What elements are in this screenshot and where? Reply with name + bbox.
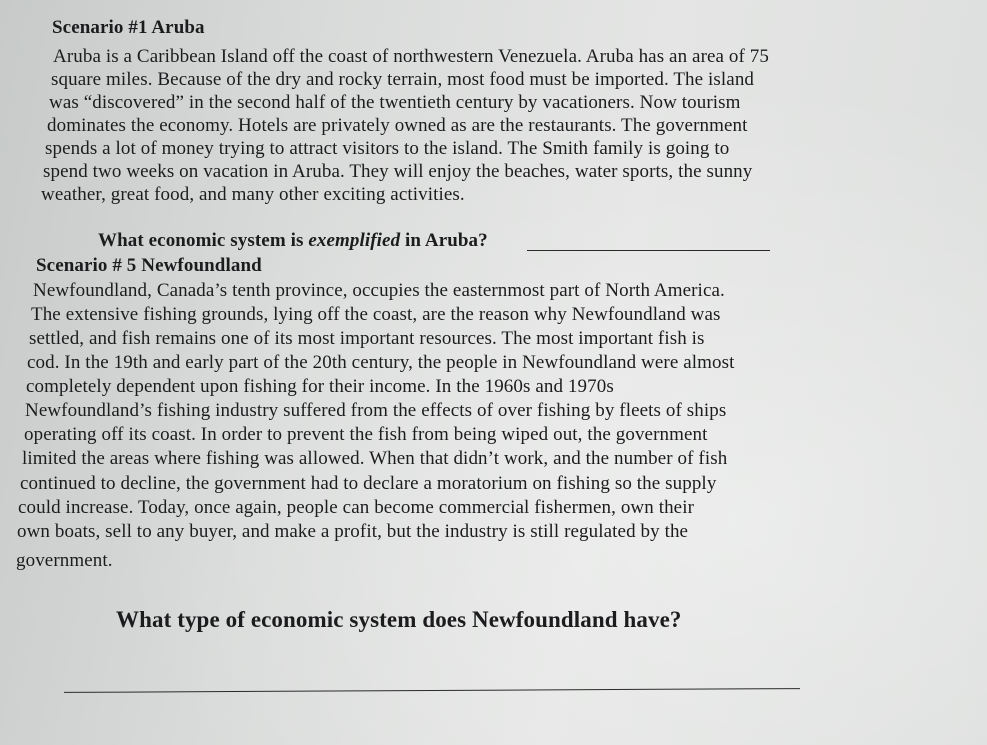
scenario-1-line: spends a lot of money trying to attract visitors to the island. The Smith family is going to bbox=[45, 138, 730, 159]
scenario-5-line: The extensive fishing grounds, lying off the coast, are the reason why Newfoundland was bbox=[31, 304, 721, 325]
scenario-1-line: was “discovered” in the second half of the twentieth century by vacationers. Now tourism bbox=[49, 92, 741, 113]
scenario-5-line: could increase. Today, once again, people can become commercial fishermen, own their bbox=[18, 497, 695, 518]
scenario-5-title: Scenario # 5 Newfoundland bbox=[36, 255, 262, 276]
scenario-5-line: settled, and fish remains one of its most important resources. The most important fish is bbox=[29, 328, 705, 349]
scenario-5-line: operating off its coast. In order to prevent the fish from being wiped out, the government bbox=[24, 424, 708, 445]
scenario-1-line: spend two weeks on vacation in Aruba. They will enjoy the beaches, water sports, the sunny bbox=[43, 161, 753, 182]
question-emphasis: exemplified bbox=[308, 230, 401, 251]
scenario-1-line: weather, great food, and many other exciting activities. bbox=[41, 184, 465, 205]
scenario-5-question: What type of economic system does Newfoundland have? bbox=[116, 607, 682, 632]
scenario-5-line: own boats, sell to any buyer, and make a profit, but the industry is still regulated by the bbox=[17, 521, 689, 542]
scenario-5-line: cod. In the 19th and early part of the 20th century, the people in Newfoundland were almost bbox=[27, 352, 735, 373]
scenario-1-answer-blank[interactable] bbox=[527, 250, 770, 251]
question-suffix: in Aruba? bbox=[400, 230, 488, 251]
scenario-5-line: continued to decline, the government had to declare a moratorium on fishing so the supply bbox=[20, 473, 717, 494]
scenario-5-line: completely dependent upon fishing for their income. In the 1960s and 1970s bbox=[26, 376, 614, 397]
scenario-1-line: square miles. Because of the dry and rocky terrain, most food must be imported. The island bbox=[51, 69, 755, 90]
scenario-5-line: Newfoundland, Canada’s tenth province, occupies the easternmost part of North America. bbox=[33, 280, 725, 301]
scenario-5-line: Newfoundland’s fishing industry suffered from the effects of over fishing by fleets of ships bbox=[25, 400, 727, 421]
scenario-5-line: limited the areas where fishing was allowed. When that didn’t work, and the number of fish bbox=[22, 448, 728, 469]
scenario-1-line: dominates the economy. Hotels are privately owned as are the restaurants. The government bbox=[47, 115, 748, 136]
scenario-1-question bbox=[98, 229, 488, 252]
scenario-5-answer-blank[interactable] bbox=[64, 688, 800, 693]
scenario-1-title: Scenario #1 Aruba bbox=[52, 17, 205, 38]
scenario-1-line: Aruba is a Caribbean Island off the coast of northwestern Venezuela. Aruba has an area of 75 bbox=[53, 46, 769, 67]
scenario-5-line: government. bbox=[16, 550, 113, 571]
question-prefix: What economic system is bbox=[98, 230, 309, 251]
